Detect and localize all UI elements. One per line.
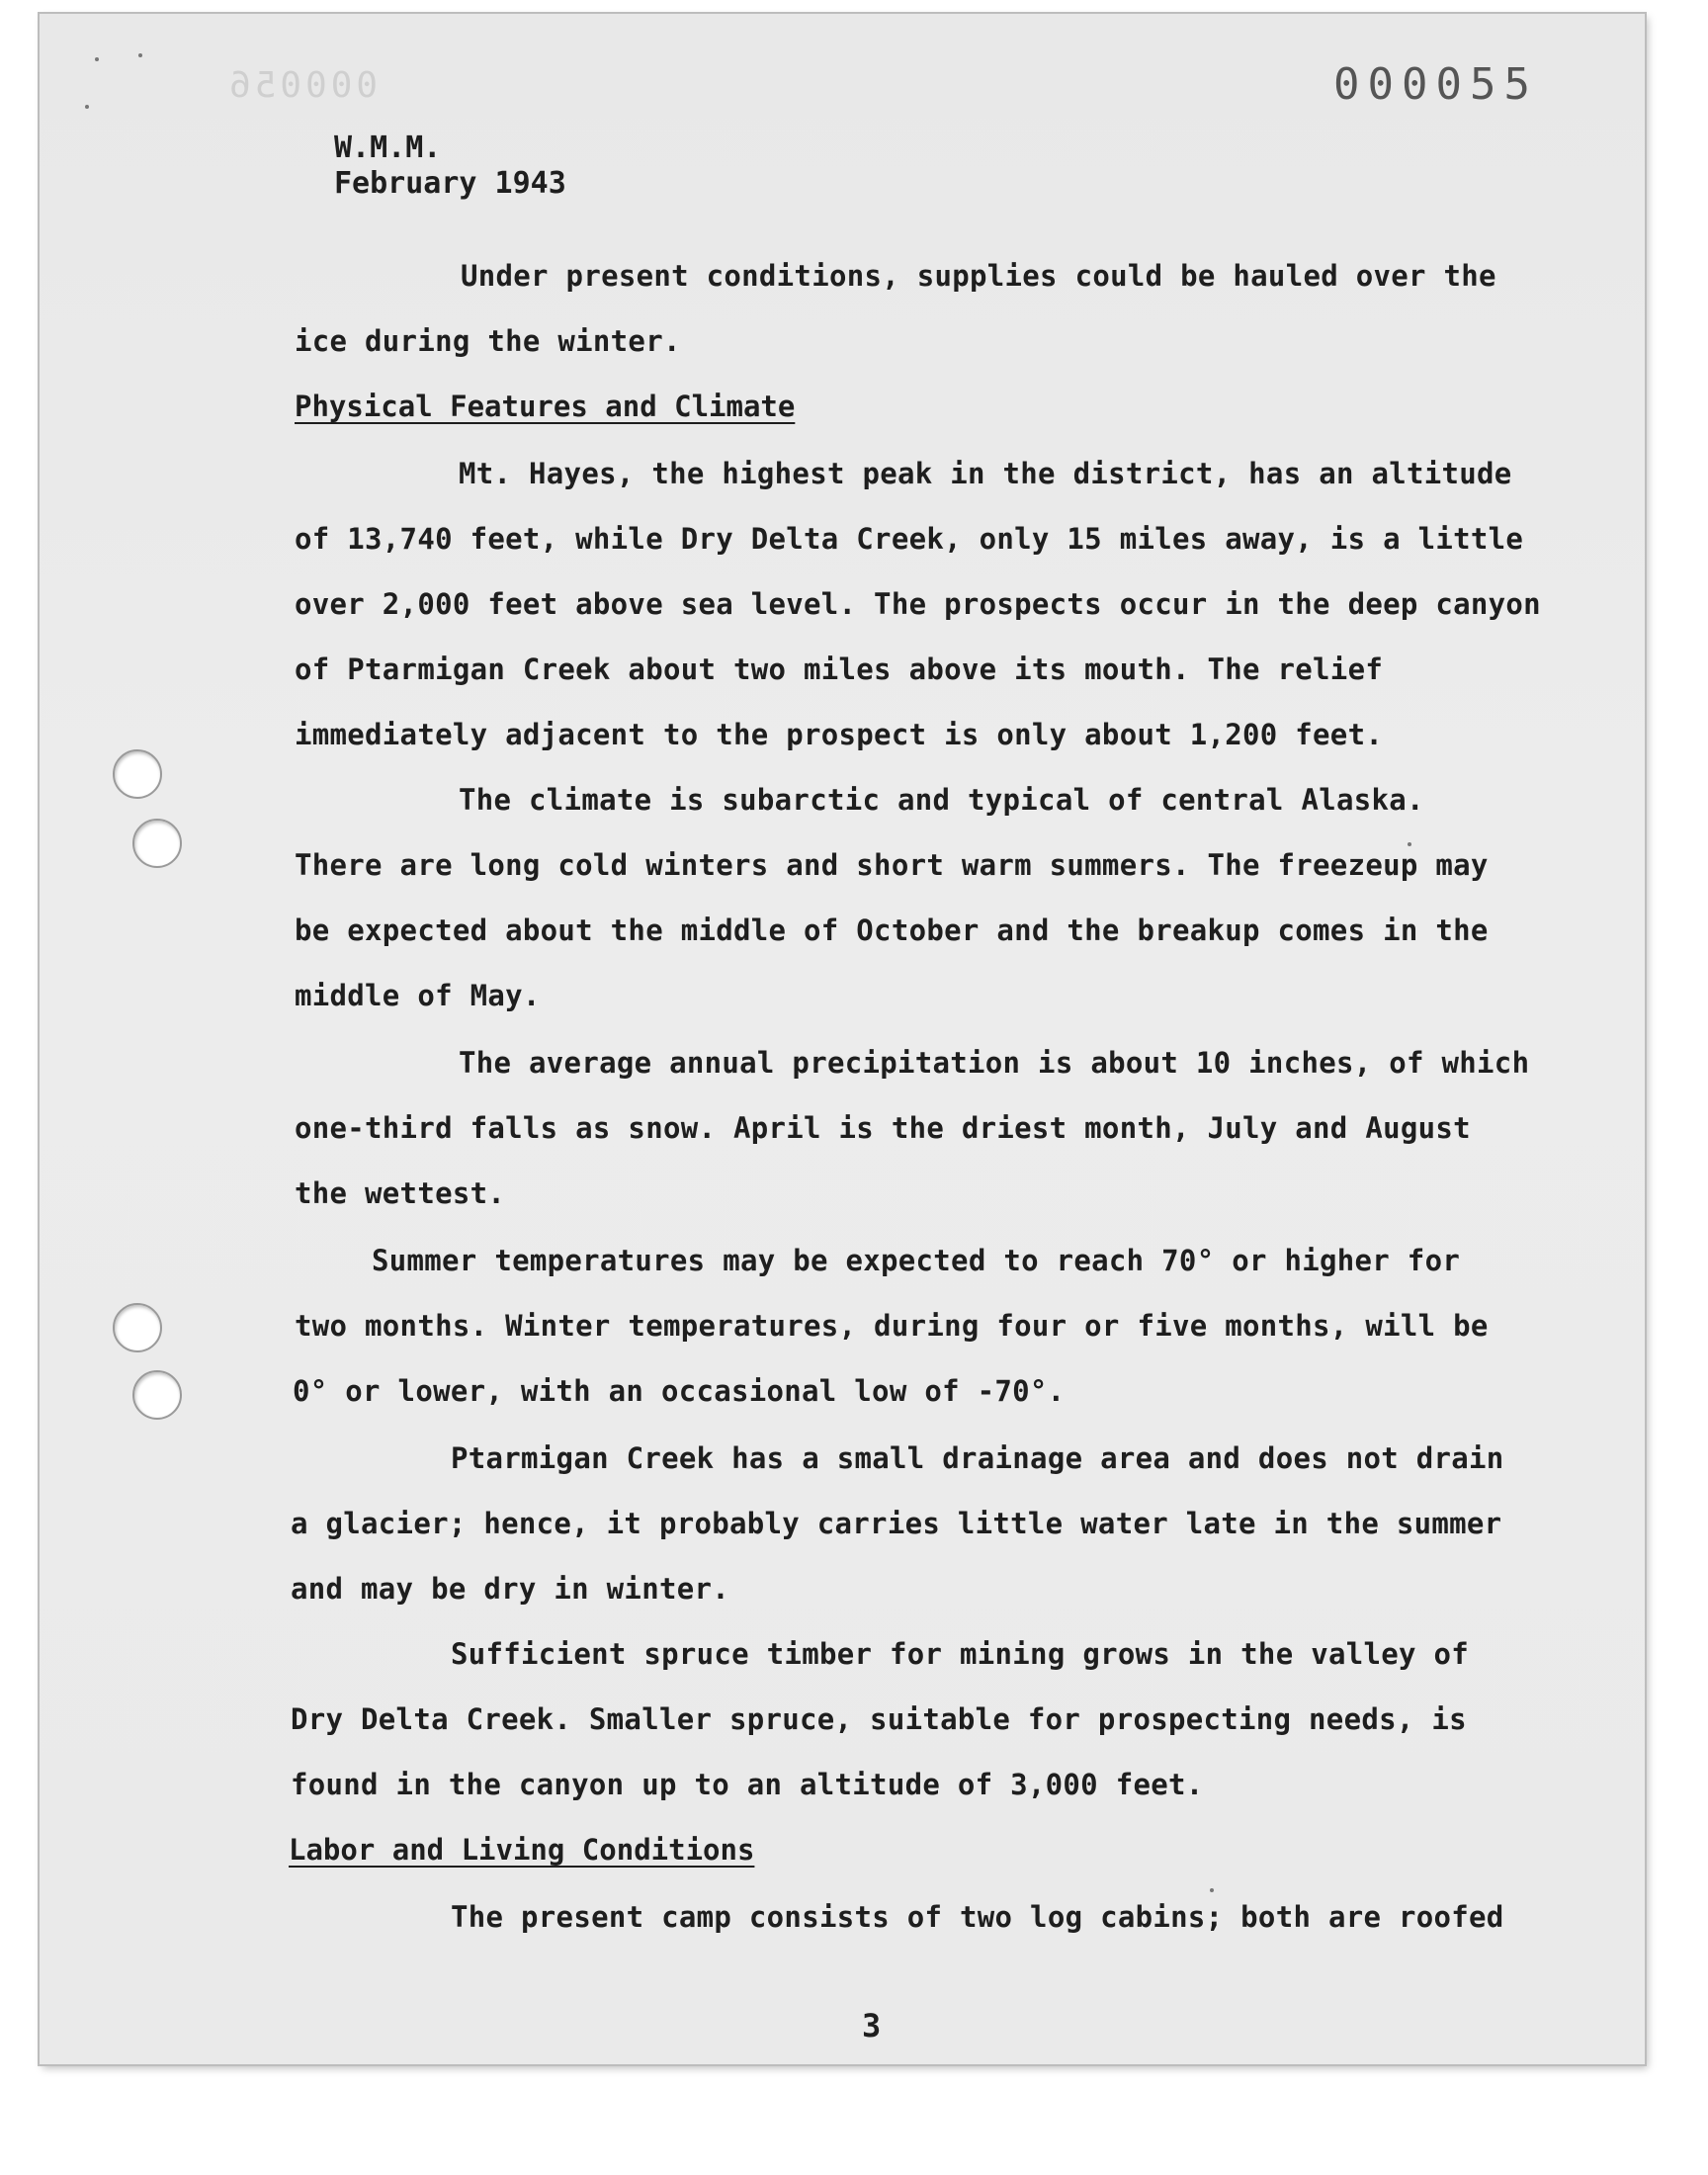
paragraph-line: Dry Delta Creek. Smaller spruce, suitable for prospecting needs, is: [291, 1702, 1467, 1736]
document-number: 000055: [1333, 59, 1538, 110]
paragraph-line: The average annual precipitation is about 10 inches, of which: [459, 1046, 1530, 1080]
paper-speck: [85, 105, 89, 109]
paragraph-line: Sufficient spruce timber for mining grows in the valley of: [451, 1637, 1470, 1671]
paragraph-line: a glacier; hence, it probably carries little water late in the summer: [291, 1507, 1502, 1540]
paper-speck: [1408, 842, 1411, 846]
document-date: February 1943: [334, 166, 566, 201]
paragraph-line: immediately adjacent to the prospect is only about 1,200 feet.: [295, 718, 1384, 751]
punch-hole: [113, 749, 162, 799]
paragraph-line: found in the canyon up to an altitude of 3,000 feet.: [291, 1768, 1204, 1801]
paragraph-line: of Ptarmigan Creek about two miles above its mouth. The relief: [295, 652, 1384, 686]
section-heading: Labor and Living Conditions: [289, 1833, 755, 1867]
page-number: 3: [862, 2007, 882, 2044]
paragraph-line: Mt. Hayes, the highest peak in the district, has an altitude: [459, 457, 1512, 490]
author-initials: W.M.M.: [334, 130, 442, 165]
paragraph-line: of 13,740 feet, while Dry Delta Creek, only 15 miles away, is a little: [295, 522, 1524, 556]
paragraph-line: and may be dry in winter.: [291, 1572, 729, 1606]
paragraph-line: Under present conditions, supplies could be hauled over the: [461, 259, 1496, 293]
paragraph-line: 0° or lower, with an occasional low of -70°.: [293, 1374, 1066, 1408]
paper-speck: [138, 53, 142, 57]
bleed-through-number: 000056: [225, 65, 379, 106]
paper-speck: [1210, 1888, 1214, 1892]
paragraph-line: There are long cold winters and short warm summers. The freezeup may: [295, 848, 1489, 882]
paper-speck: [95, 57, 99, 61]
paragraph-line: over 2,000 feet above sea level. The prospects occur in the deep canyon: [295, 587, 1541, 621]
paragraph-line: one-third falls as snow. April is the driest month, July and August: [295, 1111, 1471, 1145]
paragraph-line: be expected about the middle of October and the breakup comes in the: [295, 914, 1489, 947]
paragraph-line: Ptarmigan Creek has a small drainage area and does not drain: [451, 1441, 1504, 1475]
punch-hole: [113, 1303, 162, 1352]
document-page: [40, 14, 1645, 2064]
paragraph-line: middle of May.: [295, 979, 541, 1012]
paragraph-line: Summer temperatures may be expected to reach 70° or higher for: [372, 1244, 1461, 1277]
paragraph-line: The climate is subarctic and typical of central Alaska.: [459, 783, 1424, 817]
section-heading: Physical Features and Climate: [295, 390, 796, 423]
paragraph-line: The present camp consists of two log cabins; both are roofed: [451, 1900, 1504, 1934]
paragraph-line: two months. Winter temperatures, during four or five months, will be: [295, 1309, 1489, 1343]
paragraph-line: ice during the winter.: [295, 324, 681, 358]
punch-hole: [132, 1370, 182, 1420]
paragraph-line: the wettest.: [295, 1176, 506, 1210]
punch-hole: [132, 819, 182, 868]
